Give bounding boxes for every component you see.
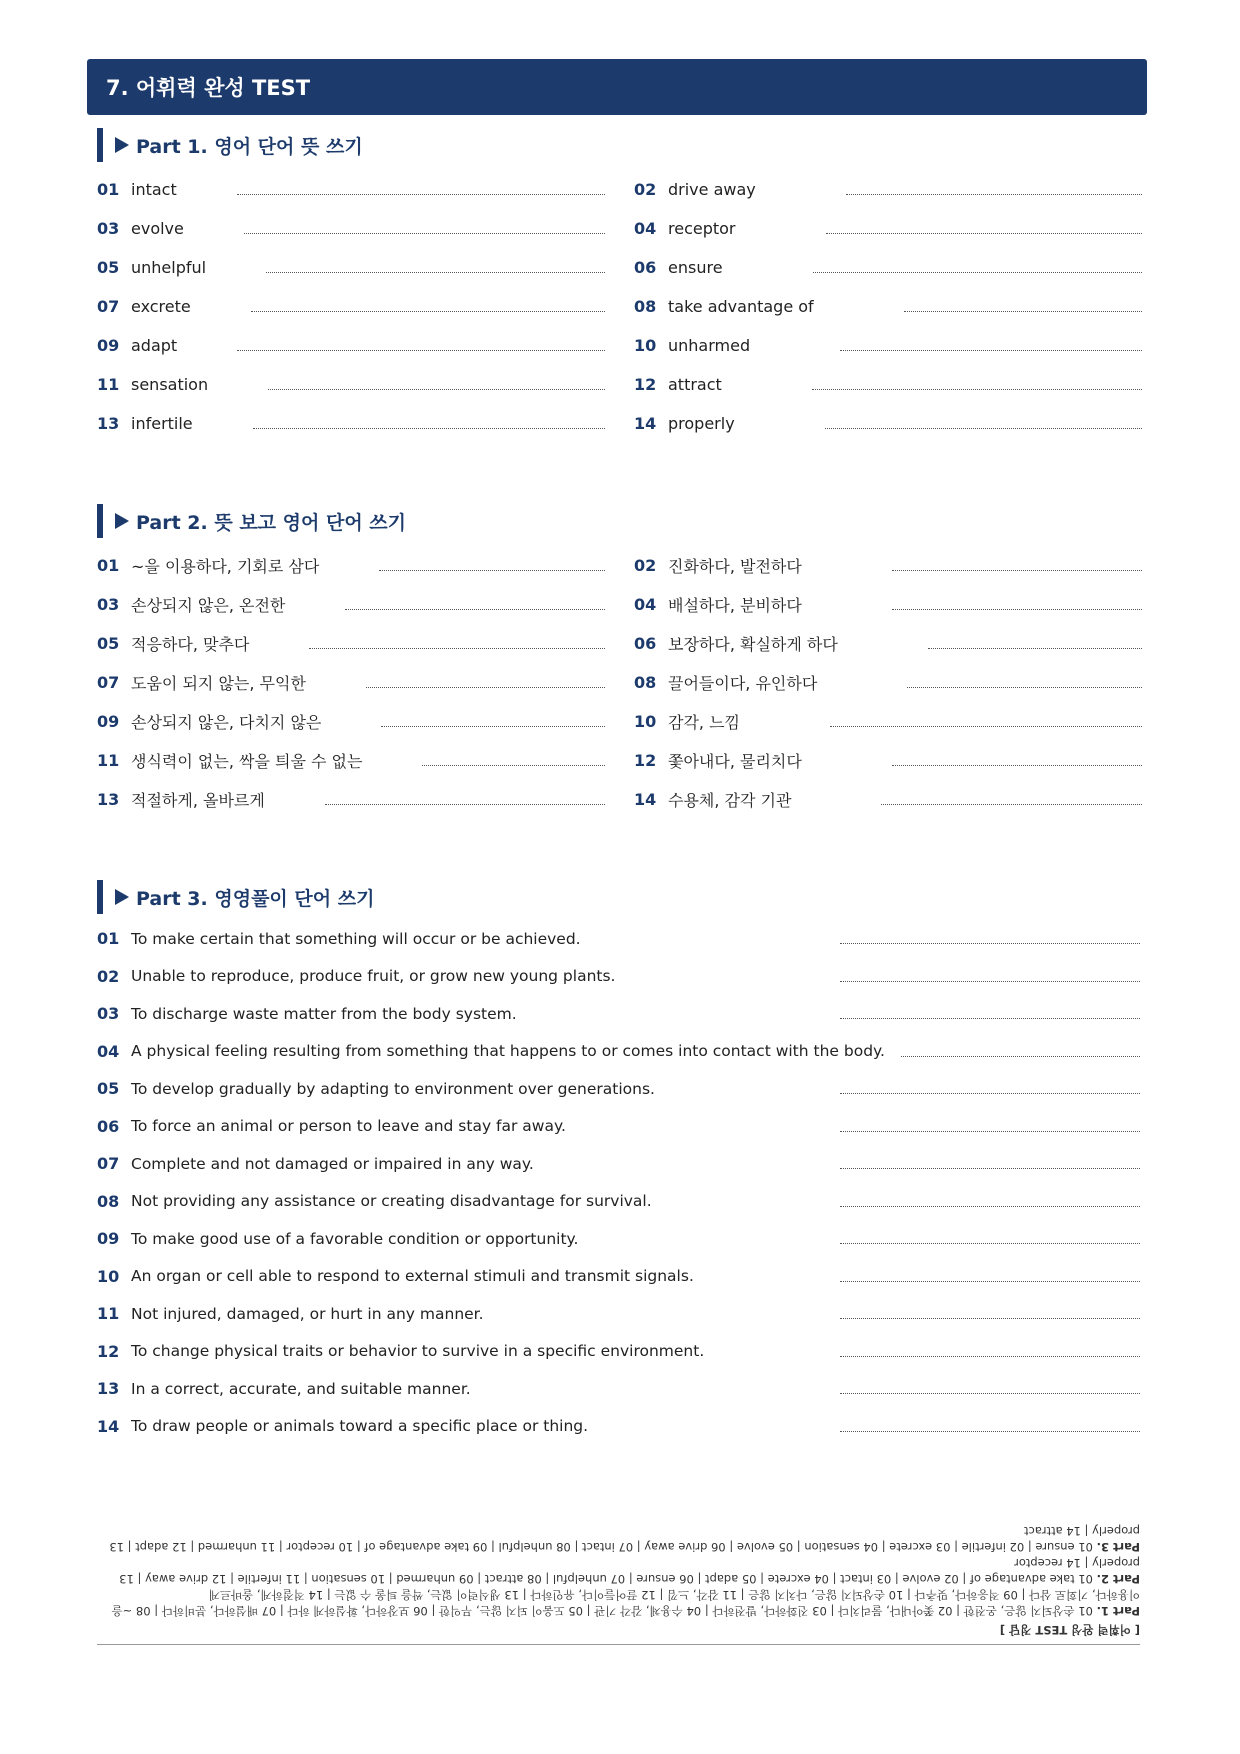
item-definition: Complete and not damaged or impaired in any way.: [131, 1154, 534, 1173]
answer-part-label: Part 3.: [1096, 1540, 1140, 1554]
item-word: ensure: [668, 258, 723, 277]
list-item: [97, 287, 605, 326]
answer-line[interactable]: [840, 1131, 1140, 1132]
list-item: [97, 170, 605, 209]
answer-line[interactable]: [840, 1018, 1140, 1019]
answer-line[interactable]: [237, 194, 605, 195]
answer-line[interactable]: [840, 981, 1140, 982]
part1-left-list: [97, 170, 605, 443]
item-number: 03: [97, 595, 120, 614]
part2-heading: [97, 504, 406, 538]
answer-line[interactable]: [840, 1393, 1140, 1394]
item-meaning: 손상되지 않은, 다치지 않은: [131, 713, 322, 732]
item-number: 07: [97, 673, 120, 692]
list-item: [97, 1408, 1140, 1446]
item-number: 13: [97, 414, 120, 433]
triangle-right-icon: [115, 513, 129, 529]
answer-line[interactable]: [928, 648, 1142, 649]
triangle-right-icon: [115, 137, 129, 153]
item-number: 05: [97, 634, 120, 653]
item-definition: A physical feeling resulting from something that happens to or comes into contact with the body.: [131, 1042, 885, 1061]
list-item: [97, 1070, 1140, 1108]
item-number: 04: [634, 219, 657, 238]
answer-line[interactable]: [907, 687, 1142, 688]
answer-line[interactable]: [830, 726, 1142, 727]
page-header: [87, 59, 1147, 115]
item-definition: In a correct, accurate, and suitable manner.: [131, 1379, 471, 1398]
list-item: [97, 404, 605, 443]
item-number: 04: [97, 1041, 120, 1061]
item-number: 04: [634, 595, 657, 614]
part1-right-list: [634, 170, 1142, 443]
list-item: [97, 326, 605, 365]
item-number: 08: [634, 673, 657, 692]
item-number: 05: [97, 1079, 120, 1099]
answer-line[interactable]: [253, 428, 605, 429]
answer-line[interactable]: [325, 804, 605, 805]
item-definition: Unable to reproduce, produce fruit, or grow new young plants.: [131, 967, 616, 986]
list-item: [97, 624, 605, 663]
item-definition: To force an animal or person to leave and stay far away.: [131, 1117, 566, 1136]
item-number: 01: [97, 180, 120, 199]
item-number: 11: [97, 1304, 120, 1324]
list-item: [634, 365, 1142, 404]
answer-line[interactable]: [266, 272, 605, 273]
answer-line[interactable]: [244, 233, 605, 234]
answer-part-text: 01 손상되지 않은, 온전한 | 02 쫓아내다, 물리치다 | 03 진화하다, 발전하다 | 04 수용체, 감각 기관 | 05 도움이 되지 않는, 무익한 | 06 보장하다, 확실하게 하다 | 07 배설하다, 분비하다 | 08 ~을 이용하다, 기회로 삼다 | 09 적응하다, 맞추다 | 10 손상되지 않은, 다치지 않은 | 11 감각, 느낌 | 12 끌어들이다, 유인하다 | 13 생식력이 없는, 싹을 틔울 수 없는 | 14 적절하게, 올바르게: [111, 1588, 1140, 1618]
answer-line[interactable]: [840, 1318, 1140, 1319]
footer-divider: [97, 1644, 1140, 1645]
answer-line[interactable]: [826, 233, 1142, 234]
answer-line[interactable]: [904, 311, 1142, 312]
item-meaning: 배설하다, 분비하다: [668, 596, 802, 615]
item-number: 06: [97, 1116, 120, 1136]
item-definition: To make certain that something will occur or be achieved.: [131, 929, 581, 948]
item-number: 12: [634, 375, 657, 394]
list-item: [97, 248, 605, 287]
list-item: [634, 624, 1142, 663]
item-number: 09: [97, 1229, 120, 1249]
item-word: attract: [668, 375, 722, 394]
answer-line[interactable]: [345, 609, 605, 610]
list-item: [634, 248, 1142, 287]
answer-line[interactable]: [379, 570, 605, 571]
item-number: 07: [97, 297, 120, 316]
item-number: 01: [97, 556, 120, 575]
item-word: sensation: [131, 375, 209, 394]
list-item: [634, 287, 1142, 326]
answer-line[interactable]: [840, 1356, 1140, 1357]
item-number: 13: [97, 790, 120, 809]
item-definition: An organ or cell able to respond to external stimuli and transmit signals.: [131, 1267, 694, 1286]
list-item: [97, 995, 1140, 1033]
answer-line[interactable]: [825, 428, 1142, 429]
answer-part-text: 01 ensure | 02 infertile | 03 excrete | 04 sensation | 05 evolve | 06 drive away | 07 intact | 08 unhelpful | 09 take advantage of | 10 receptor | 11 unharmed | 12 adapt | 13 properly | 14 attract: [109, 1524, 1140, 1554]
item-number: 10: [634, 336, 657, 355]
item-meaning: 생식력이 없는, 싹을 틔울 수 없는: [131, 752, 363, 771]
item-word: infertile: [131, 414, 193, 433]
item-meaning: 끌어들이다, 유인하다: [668, 674, 818, 693]
answer-part-label: Part 2.: [1096, 1572, 1140, 1586]
item-number: 02: [634, 180, 657, 199]
answer-line[interactable]: [251, 311, 605, 312]
answer-line[interactable]: [840, 1243, 1140, 1244]
part3-title: Part 3. 영영풀이 단어 쓰기: [136, 887, 375, 910]
list-item: [97, 663, 605, 702]
list-item: [97, 209, 605, 248]
item-meaning: 보장하다, 확실하게 하다: [668, 635, 838, 654]
answer-line[interactable]: [892, 570, 1142, 571]
list-item: [97, 585, 605, 624]
part2-right-list: [634, 546, 1142, 819]
item-definition: To discharge waste matter from the body system.: [131, 1004, 517, 1023]
item-number: 10: [634, 712, 657, 731]
item-number: 02: [97, 966, 120, 986]
answer-key: [97, 1498, 1140, 1638]
item-number: 08: [634, 297, 657, 316]
item-definition: To draw people or animals toward a specific place or thing.: [131, 1417, 589, 1436]
list-item: [634, 546, 1142, 585]
list-item: [97, 365, 605, 404]
heading-accent-bar: [97, 880, 103, 914]
list-item: [634, 702, 1142, 741]
item-meaning: 도움이 되지 않는, 무익한: [131, 674, 306, 693]
item-number: 06: [634, 258, 657, 277]
item-number: 11: [97, 751, 120, 770]
answer-line[interactable]: [846, 194, 1142, 195]
item-number: 09: [97, 712, 120, 731]
item-number: 13: [97, 1379, 120, 1399]
list-item: [97, 1370, 1140, 1408]
answer-line[interactable]: [309, 648, 605, 649]
item-word: drive away: [668, 180, 756, 199]
answer-line[interactable]: [268, 389, 605, 390]
item-word: unhelpful: [131, 258, 207, 277]
item-meaning: 적응하다, 맞추다: [131, 635, 250, 654]
triangle-right-icon: [115, 889, 129, 905]
item-number: 02: [634, 556, 657, 575]
answer-line[interactable]: [840, 1093, 1140, 1094]
list-item: [97, 1145, 1140, 1183]
part3-list: [97, 920, 1140, 1445]
item-word: unharmed: [668, 336, 751, 355]
item-word: evolve: [131, 219, 184, 238]
item-definition: To make good use of a favorable condition or opportunity.: [131, 1229, 579, 1248]
answer-key-heading: [ 어휘력 완성 TEST 정답 ]: [999, 1623, 1140, 1637]
item-definition: To develop gradually by adapting to environment over generations.: [131, 1079, 655, 1098]
item-meaning: 수용체, 감각 기관: [668, 791, 792, 810]
item-word: take advantage of: [668, 297, 814, 316]
answer-line[interactable]: [840, 943, 1140, 944]
answer-line[interactable]: [366, 687, 605, 688]
answer-line[interactable]: [237, 350, 605, 351]
list-item: [97, 920, 1140, 958]
item-number: 03: [97, 219, 120, 238]
answer-line[interactable]: [840, 1431, 1140, 1432]
list-item: [634, 209, 1142, 248]
item-word: excrete: [131, 297, 191, 316]
item-number: 14: [97, 1416, 120, 1436]
answer-line[interactable]: [381, 726, 605, 727]
list-item: [97, 1033, 1140, 1071]
list-item: [97, 1258, 1140, 1296]
item-number: 09: [97, 336, 120, 355]
item-meaning: 손상되지 않은, 온전한: [131, 596, 286, 615]
list-item: [634, 780, 1142, 819]
item-definition: To change physical traits or behavior to survive in a specific environment.: [131, 1342, 705, 1361]
item-number: 07: [97, 1154, 120, 1174]
part2-title: Part 2. 뜻 보고 영어 단어 쓰기: [136, 511, 407, 534]
list-item: [634, 585, 1142, 624]
heading-accent-bar: [97, 504, 103, 538]
item-meaning: 쫓아내다, 물리치다: [668, 752, 802, 771]
item-number: 01: [97, 929, 120, 949]
list-item: [634, 326, 1142, 365]
list-item: [97, 702, 605, 741]
list-item: [97, 1295, 1140, 1333]
list-item: [97, 1333, 1140, 1371]
list-item: [97, 546, 605, 585]
answer-line[interactable]: [812, 389, 1142, 390]
answer-part-label: Part 1.: [1096, 1604, 1140, 1618]
list-item: [97, 1220, 1140, 1258]
answer-line[interactable]: [881, 804, 1142, 805]
list-item: [97, 1108, 1140, 1146]
part1-title: Part 1. 영어 단어 뜻 쓰기: [136, 135, 363, 158]
answer-line[interactable]: [840, 350, 1142, 351]
answer-line[interactable]: [892, 765, 1142, 766]
answer-line[interactable]: [840, 1206, 1140, 1207]
item-word: properly: [668, 414, 735, 433]
answer-line[interactable]: [892, 609, 1142, 610]
item-number: 12: [97, 1341, 120, 1361]
item-word: adapt: [131, 336, 178, 355]
item-definition: Not providing any assistance or creating disadvantage for survival.: [131, 1192, 652, 1211]
list-item: [97, 1183, 1140, 1221]
item-number: 14: [634, 790, 657, 809]
list-item: [634, 741, 1142, 780]
page-title: 7. 어휘력 완성 TEST: [106, 76, 311, 100]
item-number: 10: [97, 1266, 120, 1286]
heading-accent-bar: [97, 128, 103, 162]
item-number: 14: [634, 414, 657, 433]
item-number: 03: [97, 1004, 120, 1024]
answer-key-part2: [97, 1555, 1140, 1587]
answer-key-part1: [97, 1587, 1140, 1619]
item-meaning: ~을 이용하다, 기회로 삼다: [131, 557, 320, 576]
item-word: receptor: [668, 219, 736, 238]
list-item: [634, 404, 1142, 443]
list-item: [97, 958, 1140, 996]
list-item: [97, 741, 605, 780]
answer-key-part3: [97, 1523, 1140, 1555]
list-item: [634, 663, 1142, 702]
answer-line[interactable]: [813, 272, 1142, 273]
part1-heading: [97, 128, 363, 162]
item-number: 05: [97, 258, 120, 277]
item-definition: Not injured, damaged, or hurt in any manner.: [131, 1304, 484, 1323]
answer-line[interactable]: [840, 1281, 1140, 1282]
part3-heading: [97, 880, 374, 914]
item-word: intact: [131, 180, 177, 199]
item-number: 06: [634, 634, 657, 653]
item-number: 11: [97, 375, 120, 394]
answer-line[interactable]: [840, 1168, 1140, 1169]
item-number: 08: [97, 1191, 120, 1211]
part2-left-list: [97, 546, 605, 819]
answer-line[interactable]: [422, 765, 605, 766]
item-number: 12: [634, 751, 657, 770]
answer-line[interactable]: [901, 1056, 1140, 1057]
list-item: [97, 780, 605, 819]
item-meaning: 감각, 느낌: [668, 713, 740, 732]
answer-part-text: 01 take advantage of | 02 evolve | 03 intact | 04 excrete | 05 adapt | 06 ensure | 07 unhelpful | 08 attract | 09 unharmed | 10 sensation | 11 infertile | 12 drive away | 13 properly | 14 receptor: [119, 1556, 1140, 1586]
list-item: [634, 170, 1142, 209]
item-meaning: 진화하다, 발전하다: [668, 557, 802, 576]
item-meaning: 적절하게, 올바르게: [131, 791, 265, 810]
